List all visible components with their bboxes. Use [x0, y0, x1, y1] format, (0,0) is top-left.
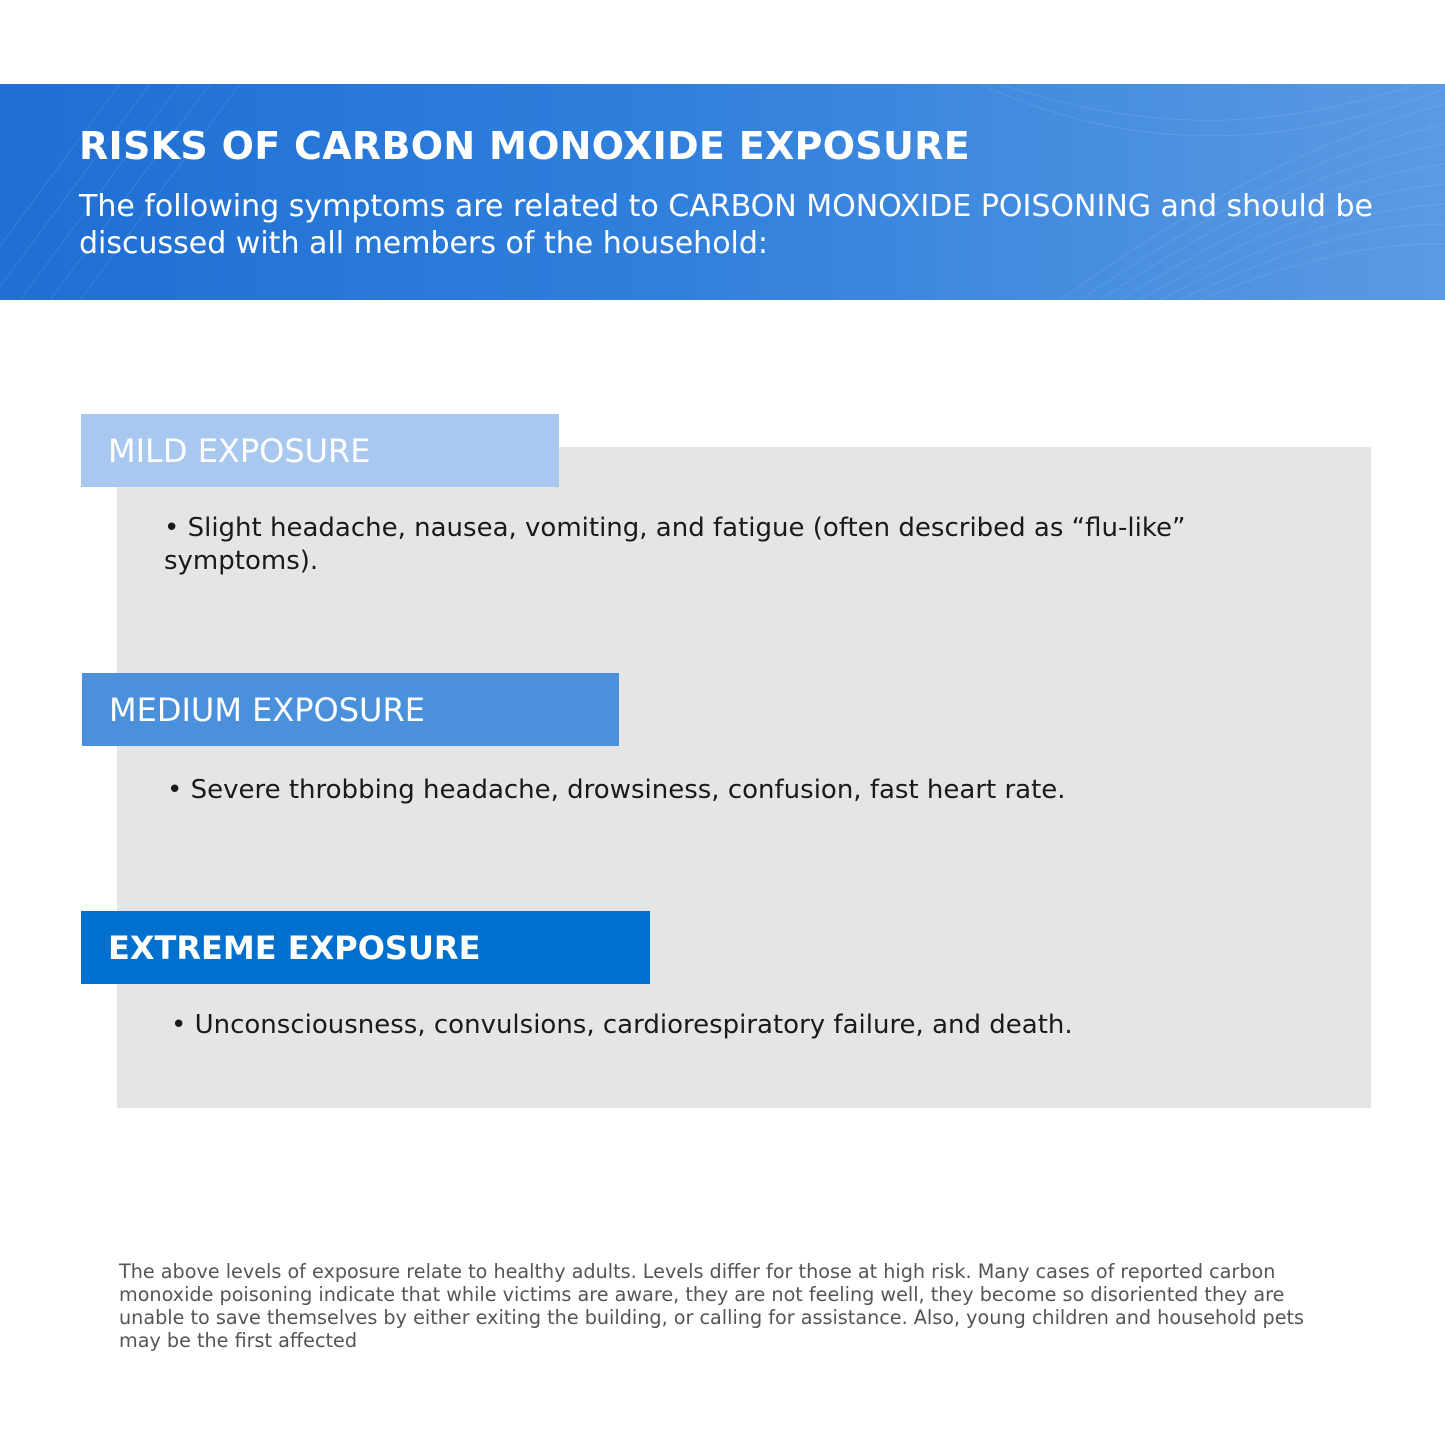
extreme-exposure-label: EXTREME EXPOSURE [81, 911, 650, 984]
medium-exposure-symptoms: • Severe throbbing headache, drowsiness, confusion, fast heart rate. [167, 775, 1066, 805]
page-title: RISKS OF CARBON MONOXIDE EXPOSURE [79, 124, 970, 168]
mild-exposure-label: MILD EXPOSURE [81, 414, 559, 487]
medium-exposure-label: MEDIUM EXPOSURE [82, 673, 619, 746]
page-subtitle: The following symptoms are related to CARBON MONOXIDE POISONING and should be discussed with all members of the household: [79, 189, 1373, 261]
mild-exposure-symptoms: • Slight headache, nausea, vomiting, and fatigue (often described as “flu-like” symptoms). [164, 513, 1186, 576]
extreme-exposure-symptoms: • Unconsciousness, convulsions, cardiorespiratory failure, and death. [171, 1010, 1073, 1040]
footnote: The above levels of exposure relate to healthy adults. Levels differ for those at high risk. Many cases of reported carbon monoxide poisoning indicate that while victims are aware, they are not feeling well, they become so disoriented they are unable to save themselves by either exiting the building, or calling for assistance. Also, young children and household pets may be the first affected [119, 1260, 1305, 1352]
header-banner [0, 84, 1445, 300]
